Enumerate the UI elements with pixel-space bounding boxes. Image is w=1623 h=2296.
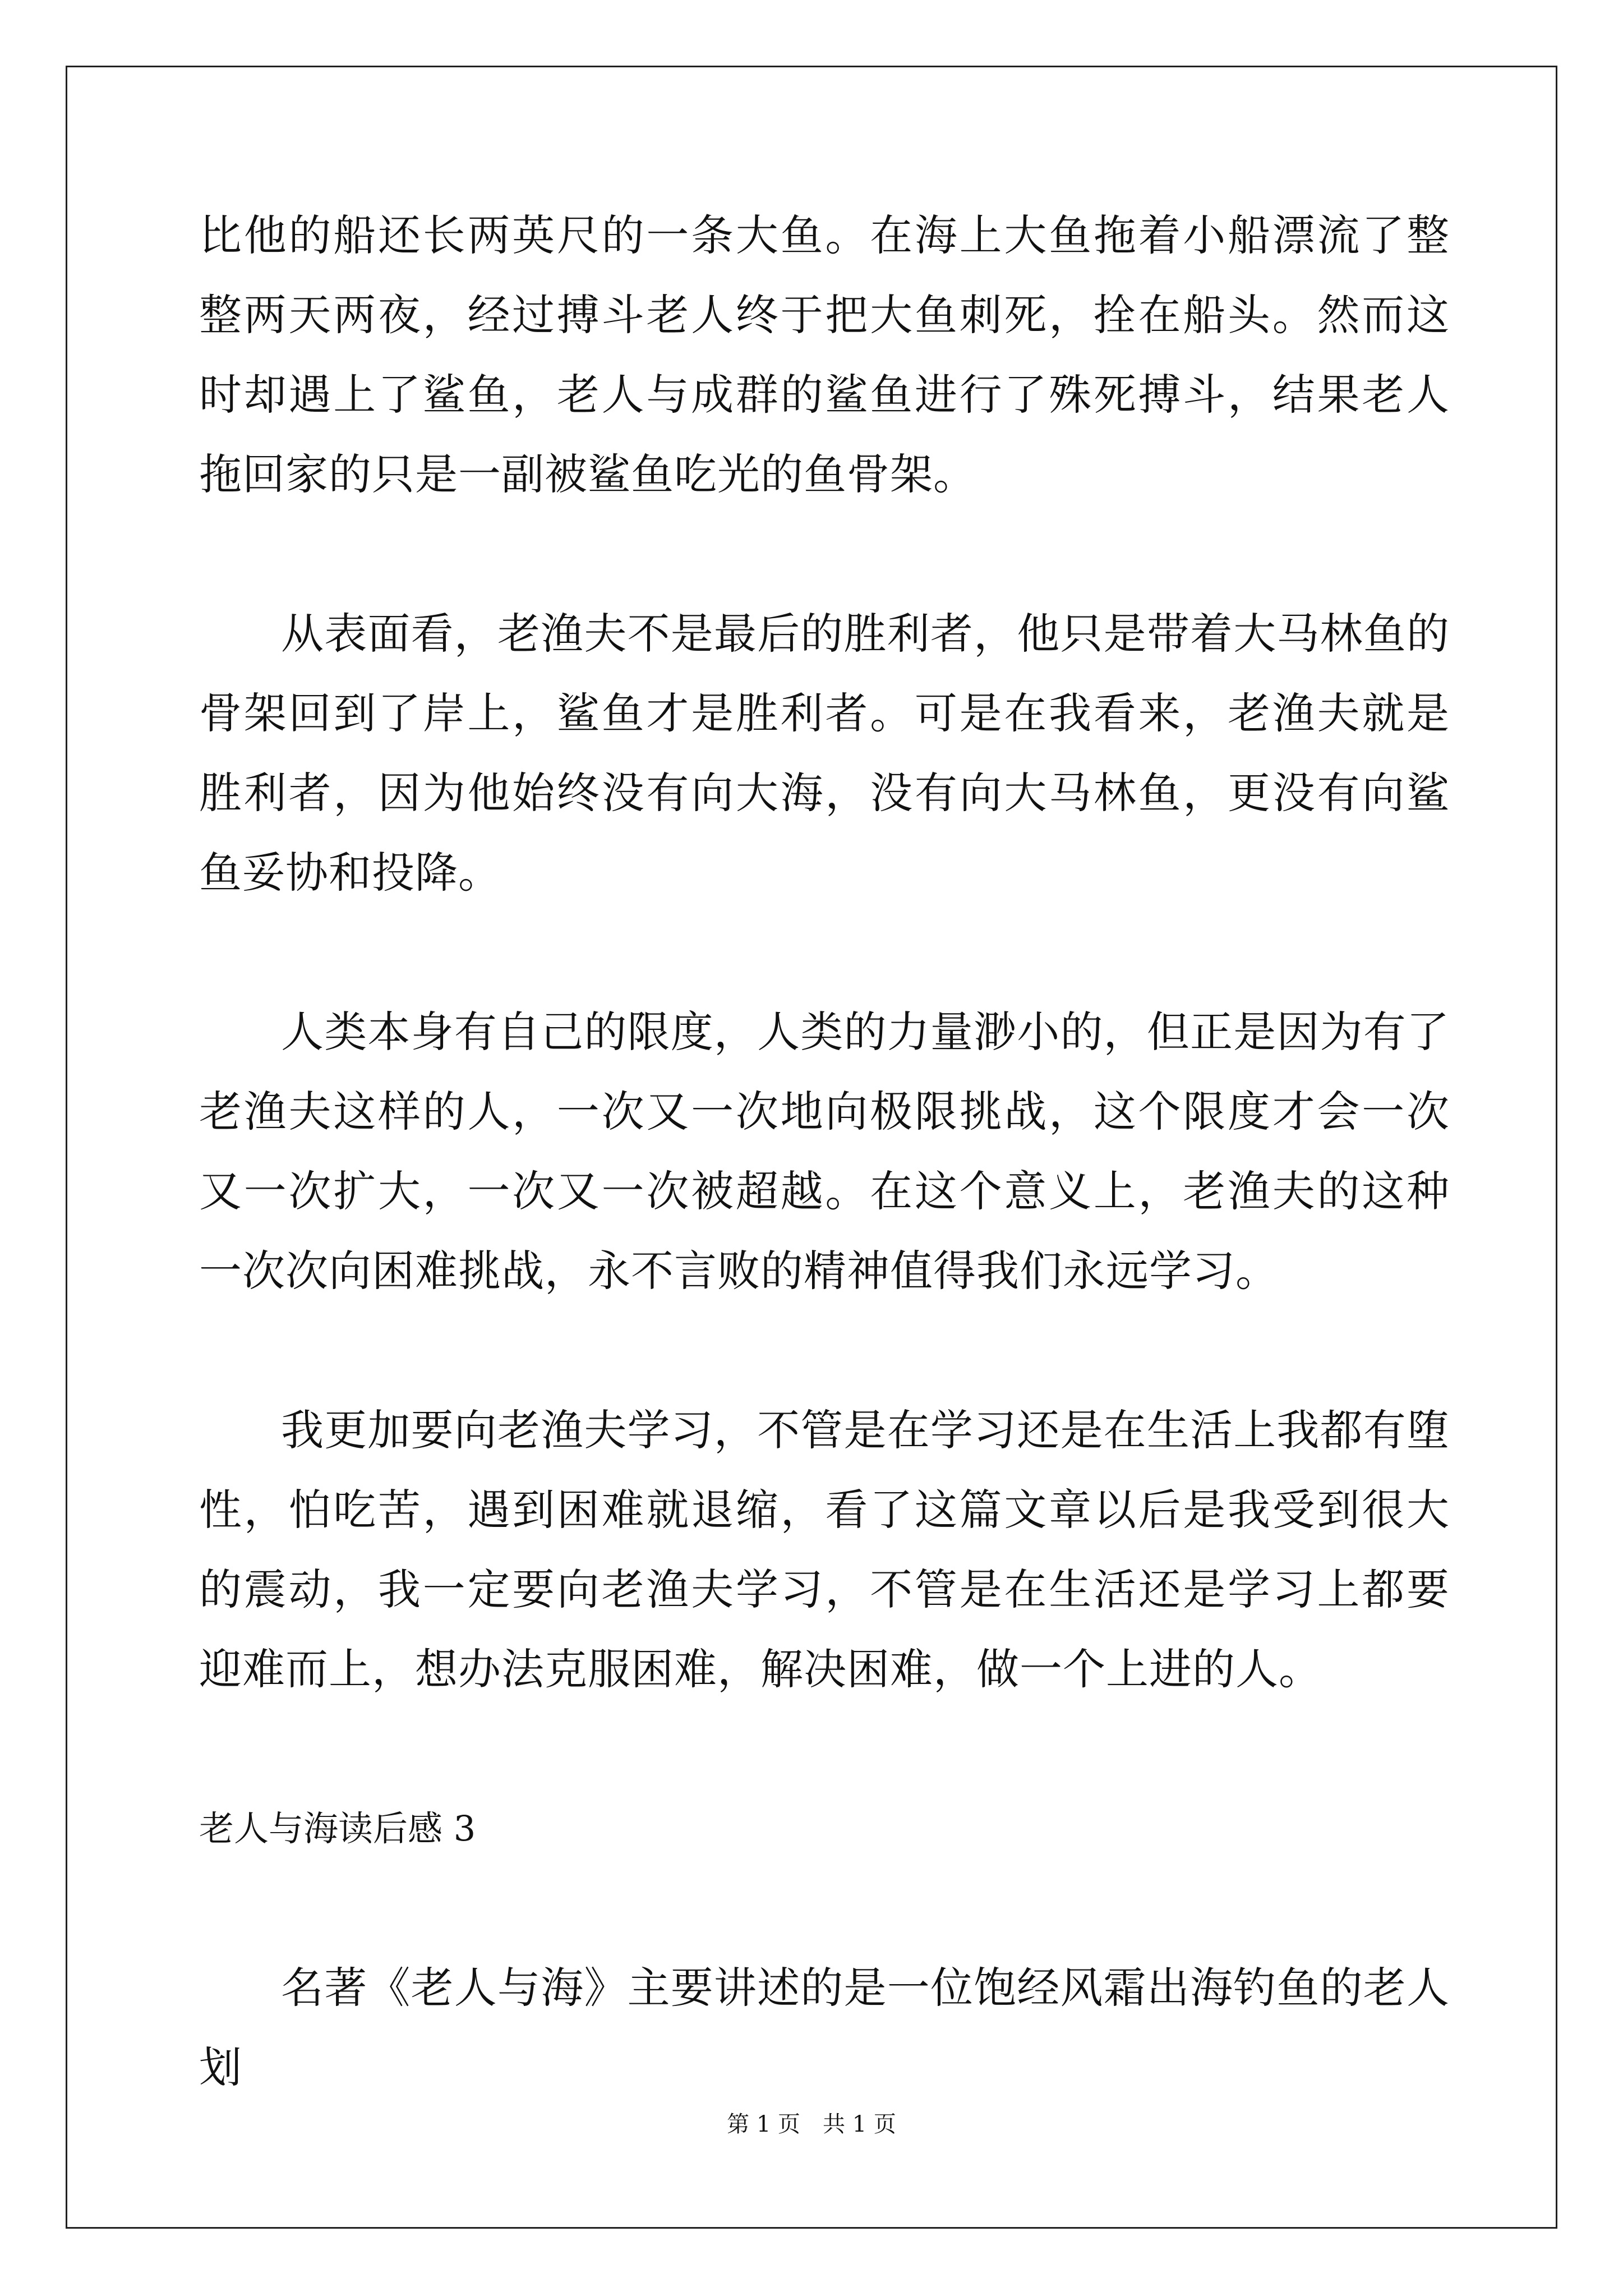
page-number-footer: 第 1 页 共 1 页 [727, 2111, 896, 2137]
paragraph: 我更加要向老渔夫学习，不管是在学习还是在生活上我都有堕性，怕吃苦，遇到困难就退缩，看了这篇文章以后是我受到很大的震动，我一定要向老渔夫学习，不管是在生活还是学习上都要迎难而上，想办法克服困难，解决困难，做一个上进的人。 [199, 1405, 1450, 1694]
paragraph-truncated: 名著《老人与海》主要讲述的是一位饱经风霜出海钓鱼的老人划 [199, 1963, 1450, 2092]
section-heading: 老人与海读后感 3 [199, 1808, 476, 1849]
paragraph: 人类本身有自己的限度，人类的力量渺小的，但正是因为有了老渔夫这样的人，一次又一次地向极限挑战，这个限度才会一次又一次扩大，一次又一次被超越。在这个意义上，老渔夫的这种一次次向困难挑战，永不言败的精神值得我们永远学习。 [199, 1007, 1450, 1296]
paragraph: 从表面看，老渔夫不是最后的胜利者，他只是带着大马林鱼的骨架回到了岸上，鲨鱼才是胜利者。可是在我看来，老渔夫就是胜利者，因为他始终没有向大海，没有向大马林鱼，更没有向鲨鱼妥协和投降。 [199, 609, 1450, 898]
document-body [199, 196, 1450, 2108]
paragraph-continuation: 比他的船还长两英尺的一条大鱼。在海上大鱼拖着小船漂流了整整两天两夜，经过搏斗老人终于把大鱼刺死，拴在船头。然而这时却遇上了鲨鱼，老人与成群的鲨鱼进行了殊死搏斗，结果老人拖回家的只是一副被鲨鱼吃光的鱼骨架。 [199, 210, 1450, 499]
